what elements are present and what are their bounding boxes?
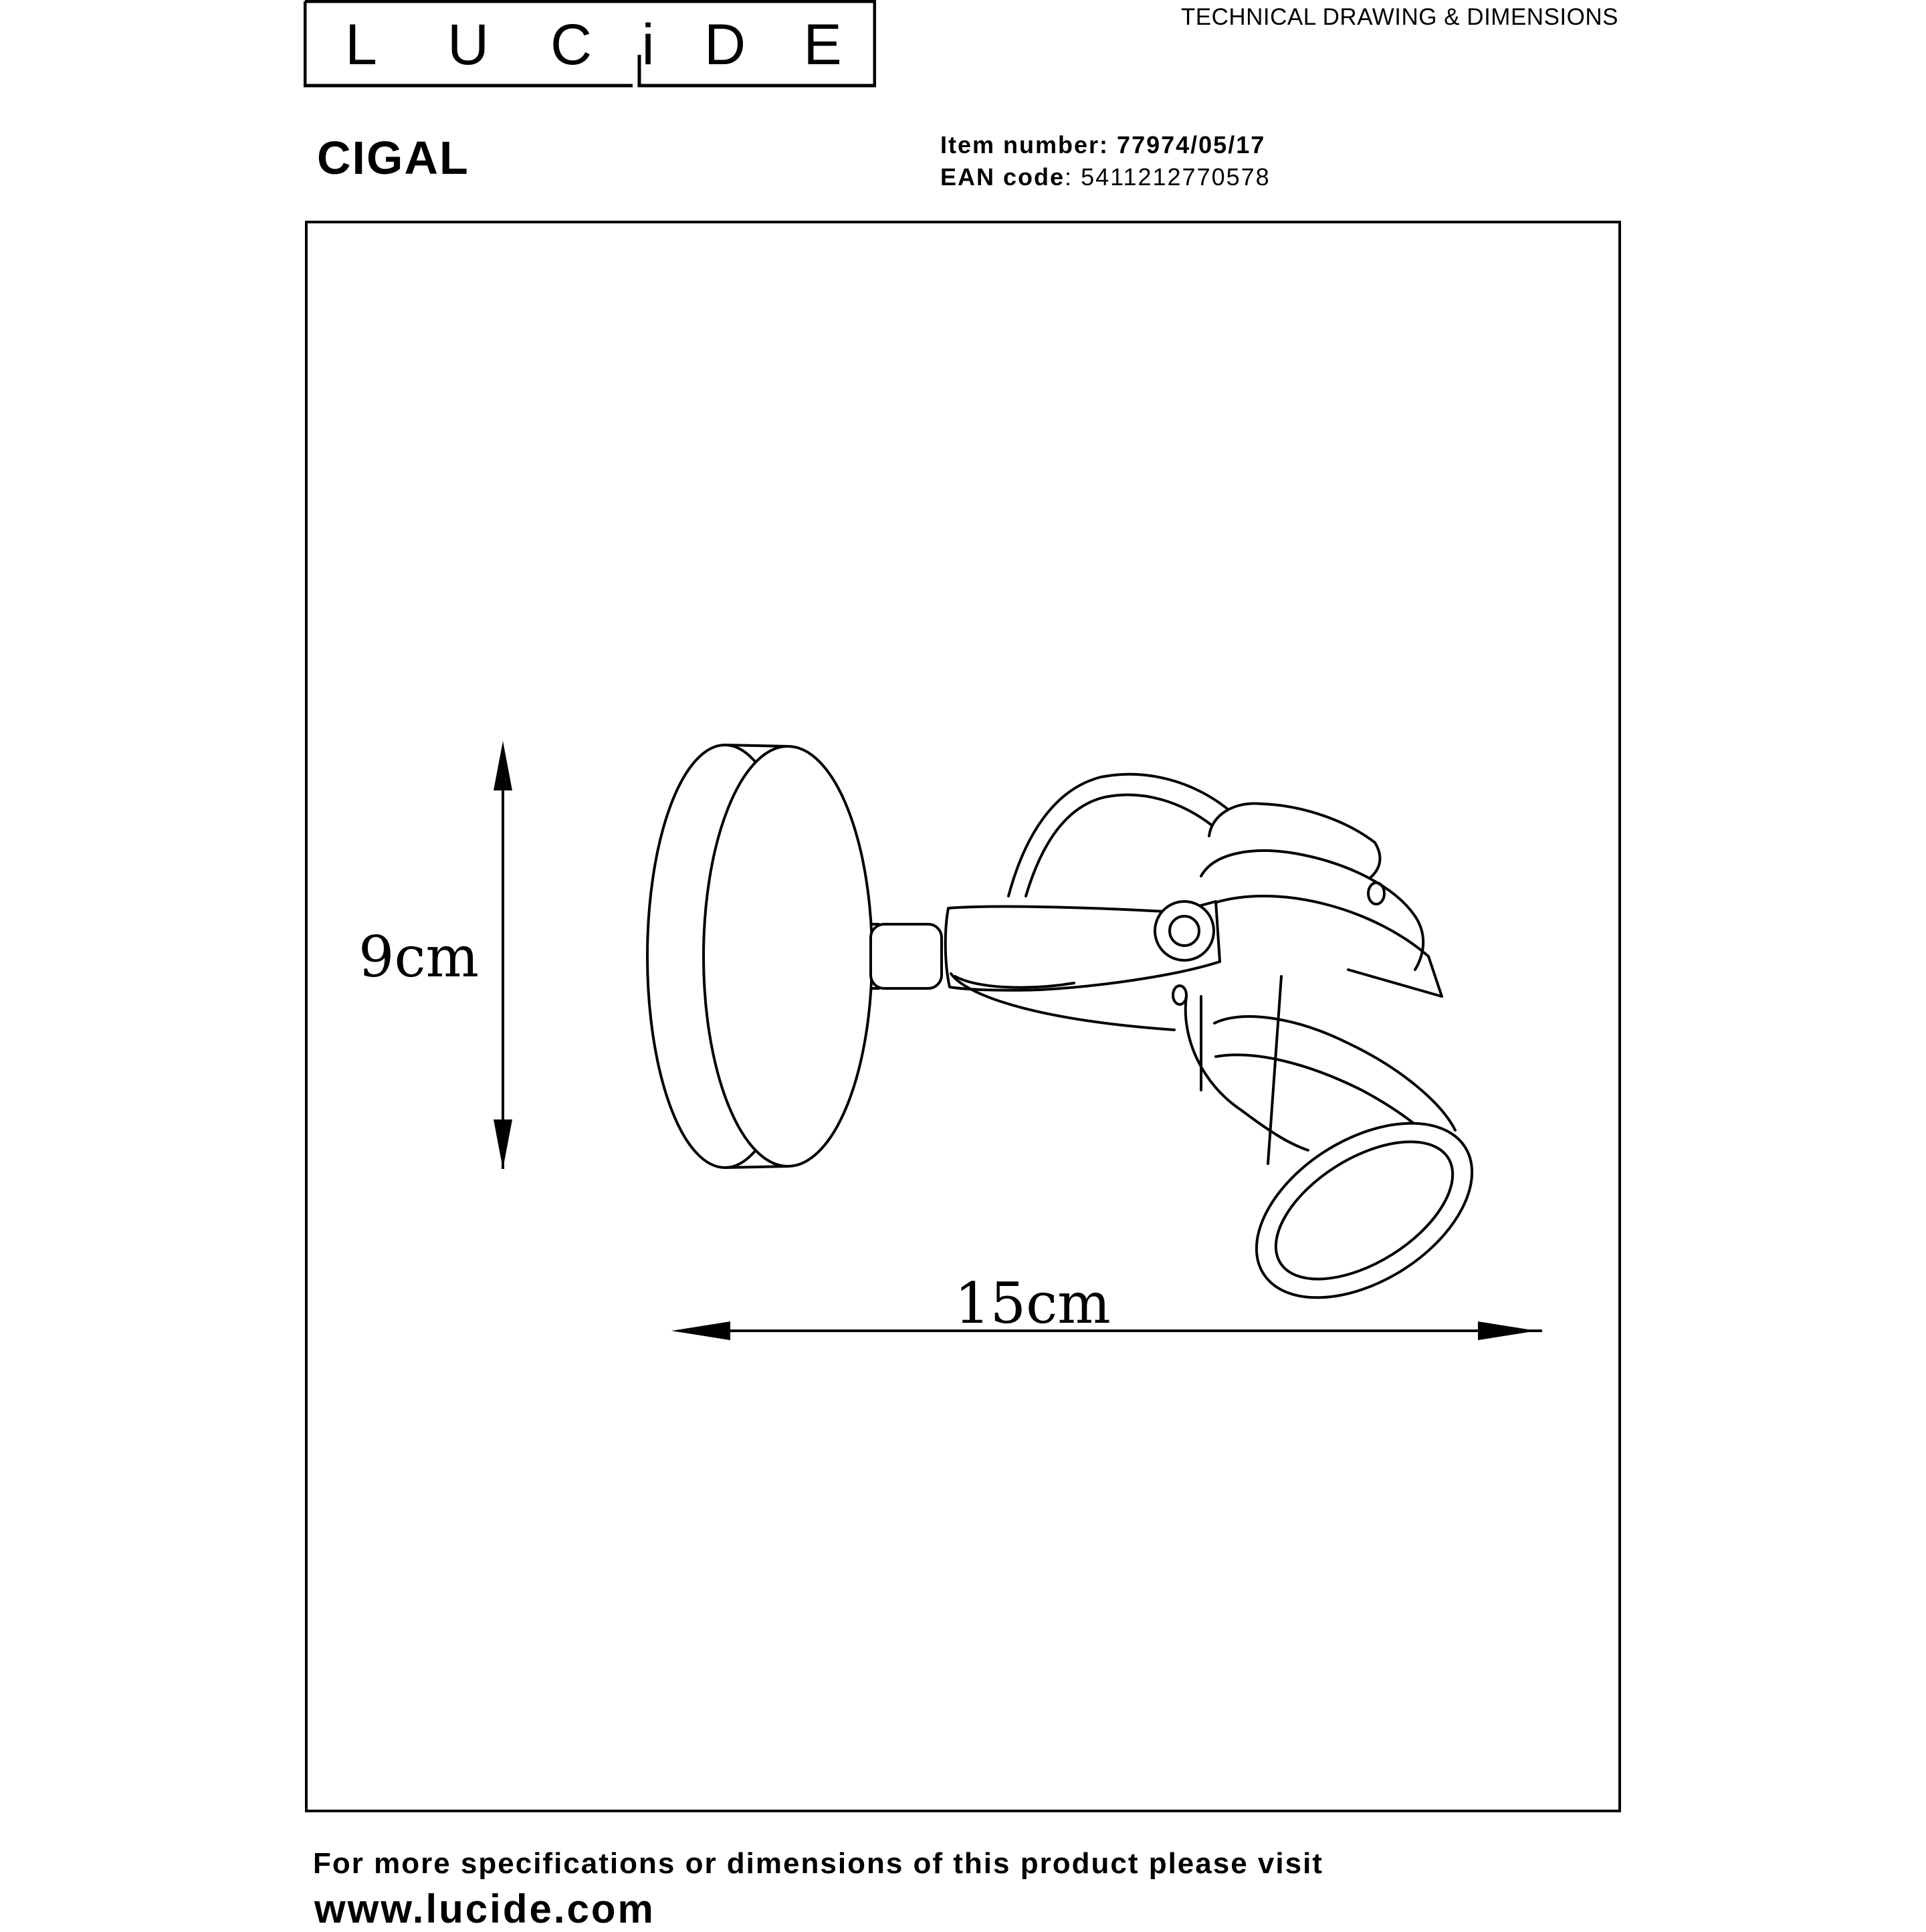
footer-note: For more specifications or dimensions of this product please visit — [313, 1847, 1323, 1880]
footer-website-link[interactable]: www.lucide.com — [314, 1887, 655, 1931]
brand-logo-letter: U — [447, 13, 490, 77]
ean-code-value: 5411212770578 — [1081, 163, 1271, 191]
brand-logo-letter: E — [803, 13, 842, 77]
lamp-bracket — [946, 901, 1220, 1030]
height-dimension-arrow — [494, 741, 512, 1169]
item-number-label: Item number — [940, 131, 1100, 158]
width-dimension-label: 15cm — [954, 1271, 1111, 1336]
ean-code-label: EAN code — [940, 163, 1065, 191]
wall-plate — [647, 745, 872, 1168]
item-number-value: 77974/05/17 — [1117, 131, 1266, 158]
brand-logo-letter: L — [345, 13, 377, 77]
ean-code-line: EAN code: 5411212770578 — [940, 163, 1271, 191]
document-type-title: TECHNICAL DRAWING & DIMENSIONS — [1180, 4, 1618, 30]
height-dimension-label: 9cm — [358, 924, 479, 990]
technical-drawing — [305, 221, 1621, 1812]
brand-logo-letter: D — [704, 13, 746, 77]
arm-arch — [1008, 774, 1228, 896]
mounting-stem — [871, 924, 942, 988]
brand-logo — [304, 0, 876, 90]
brand-logo-letter: C — [550, 13, 593, 77]
lamp-head — [1173, 803, 1503, 1333]
product-name: CIGAL — [317, 132, 469, 184]
item-number-line: Item number: 77974/05/17 — [940, 131, 1266, 158]
brand-logo-letter: i — [641, 13, 655, 77]
